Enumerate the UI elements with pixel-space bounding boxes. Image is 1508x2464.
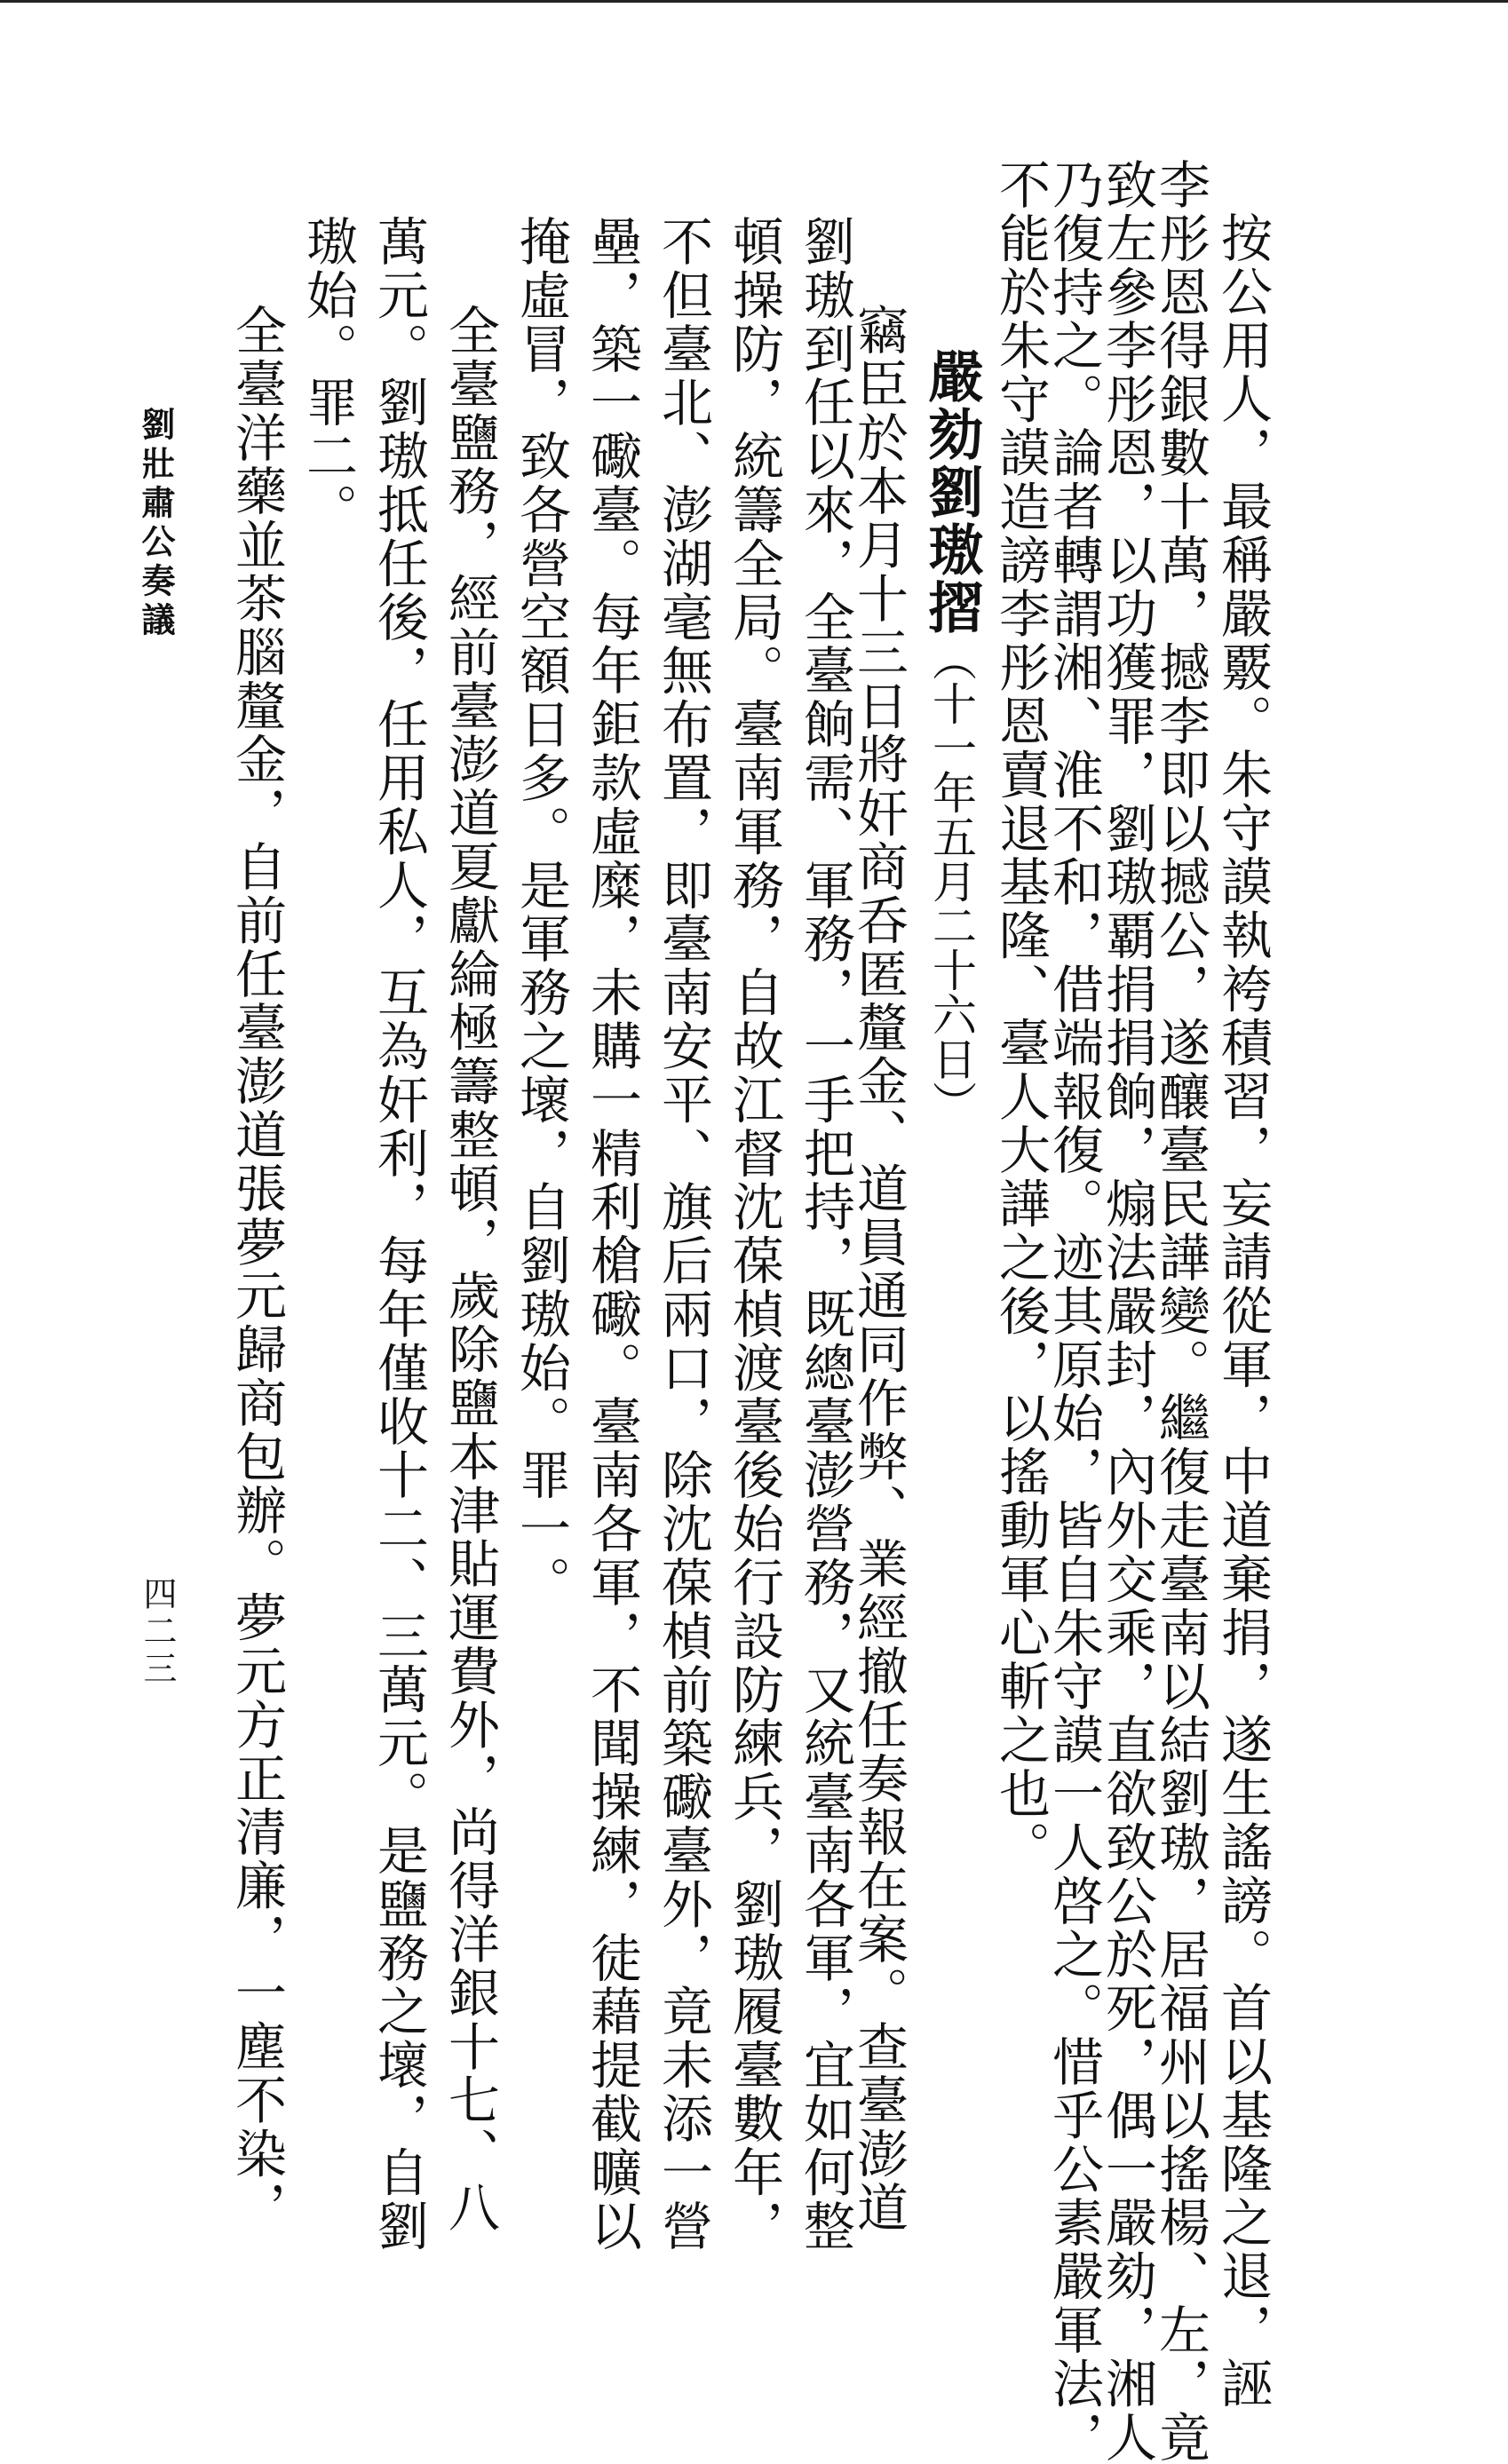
body-line-5: 壘，築一礮臺。每年鉅款虛糜，未購一精利槍礮。臺南各軍，不聞操練，徒藉提截曠以 [582,215,642,2254]
note-line-1: 按公用人，最稱嚴覈。朱守謨執袴積習，妄請從軍，中道棄捐，遂生謠謗。首以基隆之退，誣 [1212,211,1273,2411]
memorial-date: （十一年五月二十六日） [925,637,977,1125]
body-line-4: 不但臺北、澎湖毫無布置，即臺南安平、旗后兩口，除沈葆楨前築礮臺外，竟未添一營 [653,215,713,2254]
body-line-10: 全臺洋藥並茶腦釐金，自前任臺澎道張夢元歸商包辦。夢元方正清廉，一塵不染， [226,304,287,2235]
note-line-2: 李彤恩得銀數十萬，撼李即以撼公，遂釀臺民譁變。繼復走臺南以結劉璈，居福州以搖楊、左，竟 [1150,158,1210,2464]
body-line-7: 全臺鹽務，經前臺澎道夏獻綸極籌整頓，歲除鹽本津貼運費外，尚得洋銀十七、八 [440,304,500,2235]
body-line-3: 頓操防，統籌全局。臺南軍務，自故江督沈葆楨渡臺後始行設防練兵，劉璈履臺數年， [724,215,784,2254]
body-line-8: 萬元。劉璈抵任後，任用私人，互為奸利，每年僅收十二、三萬元。是鹽務之壞，自劉 [369,215,429,2254]
note-line-4: 乃復持之。論者轉謂湘、淮不和，借端報復。迹其原始，皆自朱守謨一人啓之。惜乎公素嚴軍法， [1044,158,1104,2464]
top-rule [0,0,1508,3]
body-line-6: 掩虛冒，致各營空額日多。是軍務之壞，自劉璈始。罪一。 [511,215,571,1610]
book-title: 劉壯肅公奏議 [136,407,176,641]
memorial-title [919,348,984,1125]
note-line-5: 不能於朱守謨造謗李彤恩賣退基隆、臺人大譁之後，以搖動軍心斬之也。 [990,158,1051,1874]
body-line-2: 劉璈到任以來，全臺餉需、軍務，一手把持，既總臺澎營務，又統臺南各軍，宜如何整 [795,215,855,2254]
body-line-1: 竊臣於本月十三日將奸商呑匿釐金、道員通同作弊、業經撤任奏報在案。查臺澎道 [848,304,909,2235]
page-number: 四二三 [138,1576,177,1688]
memorial-title-text: 嚴劾劉璈摺 [919,348,984,637]
body-line-9: 璈始。罪二。 [298,215,358,537]
note-line-3: 致左參李彤恩，以功獲罪，劉璈覇捐捐餉，煽法嚴封，內外交乘，直欲致公於死，偶一嚴劾，湘人 [1097,158,1157,2464]
